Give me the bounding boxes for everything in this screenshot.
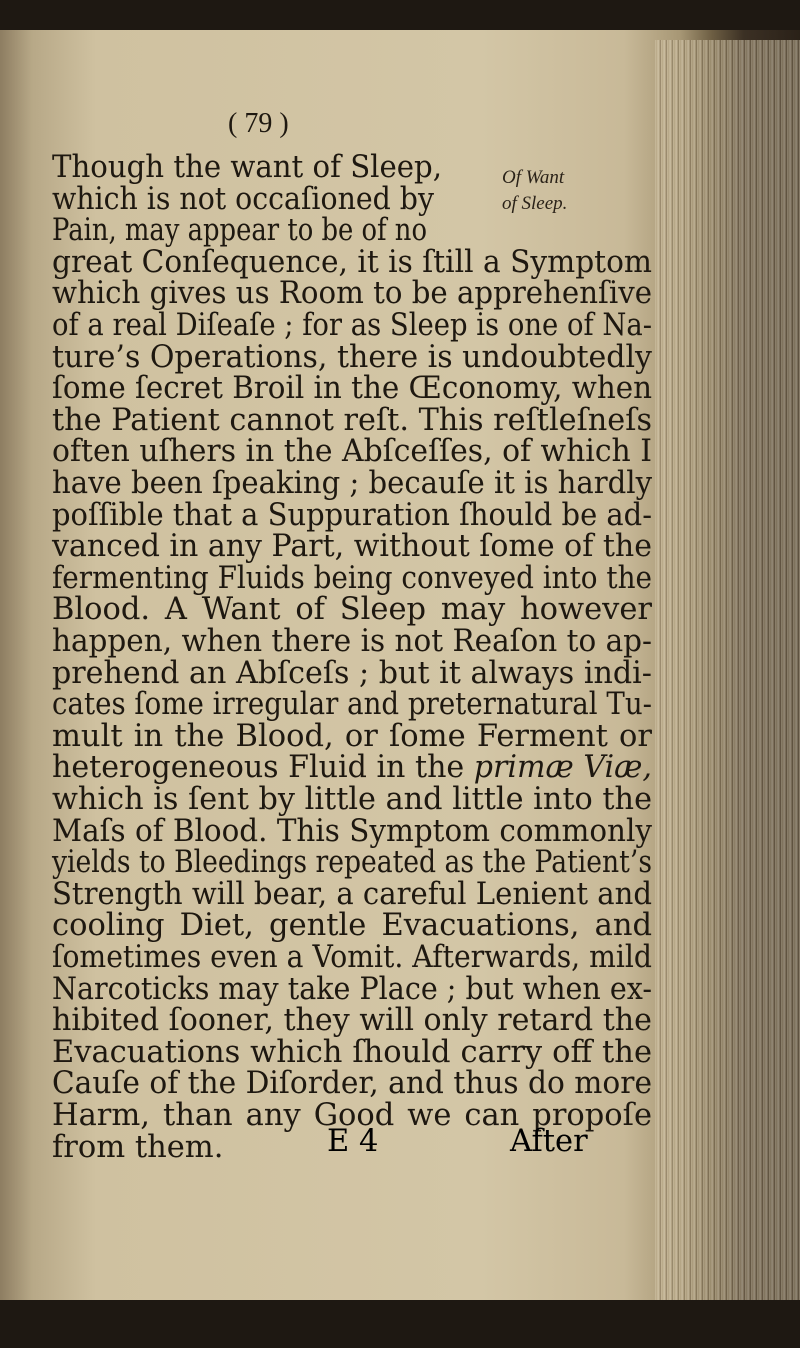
text-line: ſome ſecret Broil in the Œconomy, when xyxy=(52,371,652,407)
text-line: poſſible that a Suppuration ſhould be ad- xyxy=(52,497,652,533)
text-line: the Patient cannot reſt. This reſtleſneſs xyxy=(52,402,652,438)
text-line: yields to Bleedings repeated as the Patient’s xyxy=(52,845,652,881)
margin-note-line: Of Want xyxy=(502,167,565,188)
text-line: Harm, than any Good we can propoſe xyxy=(52,1098,652,1133)
text-line: have been ſpeaking ; becauſe it is hardly xyxy=(52,466,652,501)
text-line: which is ſent by little and little into the xyxy=(52,782,652,817)
text-line: ture’s Operations, there is undoubtedly xyxy=(52,339,652,375)
text-line: which gives us Room to be apprehenſive xyxy=(52,276,652,312)
page-number: ( 79 ) xyxy=(228,108,289,139)
text-line: Strength will bear, a careful Lenient and xyxy=(52,876,652,912)
text-line: Evacuations which ſhould carry off the xyxy=(52,1034,652,1070)
text-line: mult in the Blood, or ſome Ferment or xyxy=(52,718,652,754)
page-edge-bottom xyxy=(0,1300,800,1348)
text-line: cates ſome irregular and preternatural Tu- xyxy=(52,687,652,723)
text-line: prehend an Abſceſs ; but it always indi- xyxy=(52,655,652,691)
text-line: Pain, may appear to be of no xyxy=(52,213,427,249)
text-line: happen, when there is not Reaſon to ap- xyxy=(52,624,652,659)
text-line: Though the want of Sleep, xyxy=(52,150,442,185)
margin-note xyxy=(502,165,612,217)
text-line: of a real Diſeaſe ; for as Sleep is one of Na- xyxy=(52,308,652,343)
text-line: often uſhers in the Abſceſſes, of which I xyxy=(52,434,652,470)
text-line: hibited ſooner, they will only retard the xyxy=(52,1003,652,1039)
signature-mark: E 4 xyxy=(327,1124,379,1159)
text-line: fermenting Fluids being conveyed into the xyxy=(52,560,652,596)
text-line: Cauſe of the Diſorder, and thus do more xyxy=(52,1066,652,1102)
text-line: Maſs of Blood. This Symptom commonly xyxy=(52,813,652,849)
text-line: ſometimes even a Vomit. Afterwards, mild xyxy=(52,940,652,975)
text-line: vanced in any Part, without ſome of the xyxy=(52,529,652,565)
text-line: heterogeneous Fluid in the primæ Viæ, xyxy=(52,750,652,786)
text-line: Blood. A Want of Sleep may however xyxy=(52,592,652,628)
text-line: great Conſequence, it is ſtill a Symptom xyxy=(52,244,652,280)
italic-phrase: primæ Viæ, xyxy=(473,750,652,786)
catchword: After xyxy=(510,1124,588,1159)
text-line: which is not occaſioned by xyxy=(52,181,434,217)
text-line: from them. xyxy=(52,1129,224,1165)
text-line: Narcoticks may take Place ; but when ex- xyxy=(52,971,652,1007)
page-fore-edge xyxy=(655,40,800,1320)
margin-note-line: of Sleep. xyxy=(502,193,568,214)
text-line: cooling Diet, gentle Evacuations, and xyxy=(52,908,652,944)
